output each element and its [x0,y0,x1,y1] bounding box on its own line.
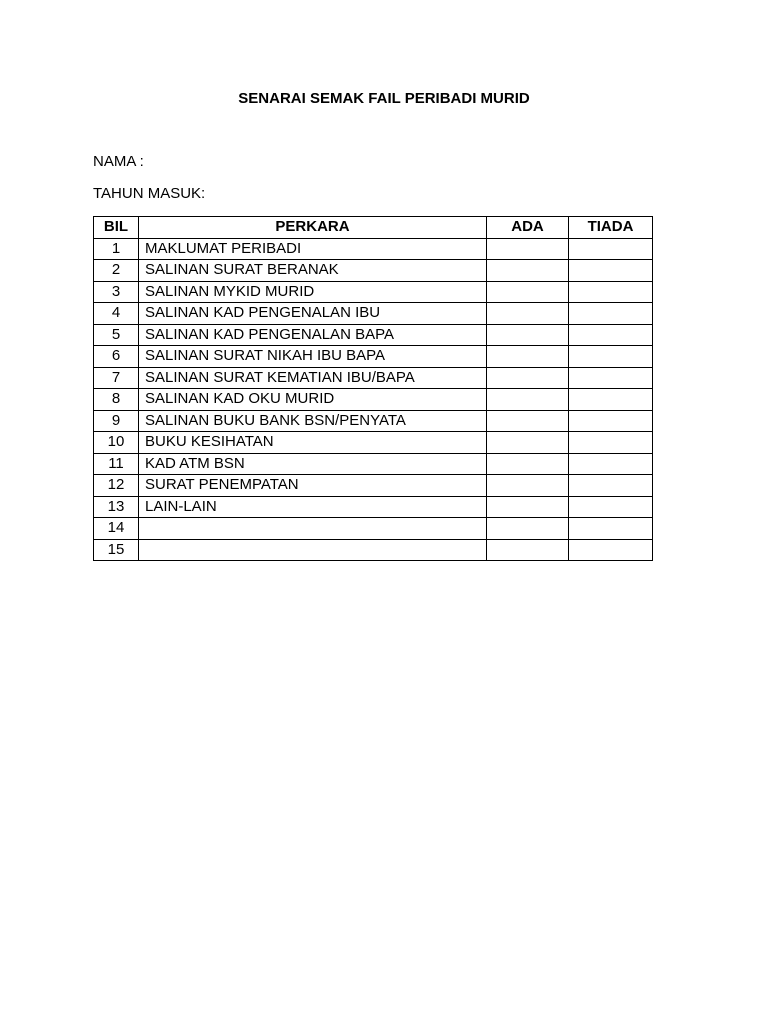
row-perkara: SALINAN KAD OKU MURID [139,389,487,411]
tahun-masuk-label: TAHUN MASUK: [93,185,206,202]
row-ada-cell[interactable] [487,432,569,454]
row-tiada-cell[interactable] [569,410,653,432]
row-perkara: SALINAN KAD PENGENALAN IBU [139,303,487,325]
row-ada-cell[interactable] [487,303,569,325]
row-ada-cell[interactable] [487,281,569,303]
row-perkara: MAKLUMAT PERIBADI [139,238,487,260]
row-bil: 11 [94,453,139,475]
row-ada-cell[interactable] [487,539,569,561]
row-tiada-cell[interactable] [569,475,653,497]
row-perkara: SALINAN SURAT NIKAH IBU BAPA [139,346,487,368]
row-tiada-cell[interactable] [569,432,653,454]
row-tiada-cell[interactable] [569,453,653,475]
table-row [94,410,653,432]
row-ada-cell[interactable] [487,260,569,282]
row-perkara: SALINAN SURAT KEMATIAN IBU/BAPA [139,367,487,389]
row-tiada-cell[interactable] [569,539,653,561]
row-perkara: SURAT PENEMPATAN [139,475,487,497]
row-bil: 15 [94,539,139,561]
row-bil: 14 [94,518,139,540]
table-header-row [94,217,653,239]
row-bil: 2 [94,260,139,282]
row-bil: 10 [94,432,139,454]
header-perkara: PERKARA [139,217,487,239]
row-perkara: SALINAN BUKU BANK BSN/PENYATA [139,410,487,432]
row-tiada-cell[interactable] [569,367,653,389]
row-ada-cell[interactable] [487,238,569,260]
row-bil: 5 [94,324,139,346]
table-row [94,539,653,561]
row-perkara: SALINAN KAD PENGENALAN BAPA [139,324,487,346]
header-bil: BIL [94,217,139,239]
row-bil: 4 [94,303,139,325]
row-bil: 8 [94,389,139,411]
table-row [94,238,653,260]
row-bil: 9 [94,410,139,432]
row-perkara: KAD ATM BSN [139,453,487,475]
row-ada-cell[interactable] [487,324,569,346]
table-row [94,324,653,346]
row-tiada-cell[interactable] [569,303,653,325]
row-perkara: LAIN-LAIN [139,496,487,518]
table-row [94,389,653,411]
row-perkara: SALINAN SURAT BERANAK [139,260,487,282]
row-tiada-cell[interactable] [569,238,653,260]
row-perkara[interactable] [139,539,487,561]
row-ada-cell[interactable] [487,346,569,368]
header-tiada: TIADA [569,217,653,239]
row-bil: 1 [94,238,139,260]
row-tiada-cell[interactable] [569,496,653,518]
row-ada-cell[interactable] [487,389,569,411]
row-tiada-cell[interactable] [569,389,653,411]
row-ada-cell[interactable] [487,367,569,389]
row-bil: 6 [94,346,139,368]
checklist-table [93,216,653,561]
row-tiada-cell[interactable] [569,324,653,346]
row-ada-cell[interactable] [487,496,569,518]
row-tiada-cell[interactable] [569,346,653,368]
table-row [94,496,653,518]
row-ada-cell[interactable] [487,453,569,475]
nama-label: NAMA : [93,153,144,170]
row-tiada-cell[interactable] [569,260,653,282]
table-row [94,518,653,540]
row-perkara: SALINAN MYKID MURID [139,281,487,303]
row-bil: 12 [94,475,139,497]
table-row [94,367,653,389]
table-row [94,475,653,497]
row-perkara: BUKU KESIHATAN [139,432,487,454]
row-perkara[interactable] [139,518,487,540]
row-bil: 7 [94,367,139,389]
table-row [94,346,653,368]
row-bil: 3 [94,281,139,303]
table-row [94,432,653,454]
row-tiada-cell[interactable] [569,518,653,540]
table-row [94,281,653,303]
page-title: SENARAI SEMAK FAIL PERIBADI MURID [238,90,530,107]
table-row [94,303,653,325]
table-row [94,260,653,282]
row-bil: 13 [94,496,139,518]
table-row [94,453,653,475]
header-ada: ADA [487,217,569,239]
row-ada-cell[interactable] [487,475,569,497]
row-ada-cell[interactable] [487,410,569,432]
row-ada-cell[interactable] [487,518,569,540]
row-tiada-cell[interactable] [569,281,653,303]
